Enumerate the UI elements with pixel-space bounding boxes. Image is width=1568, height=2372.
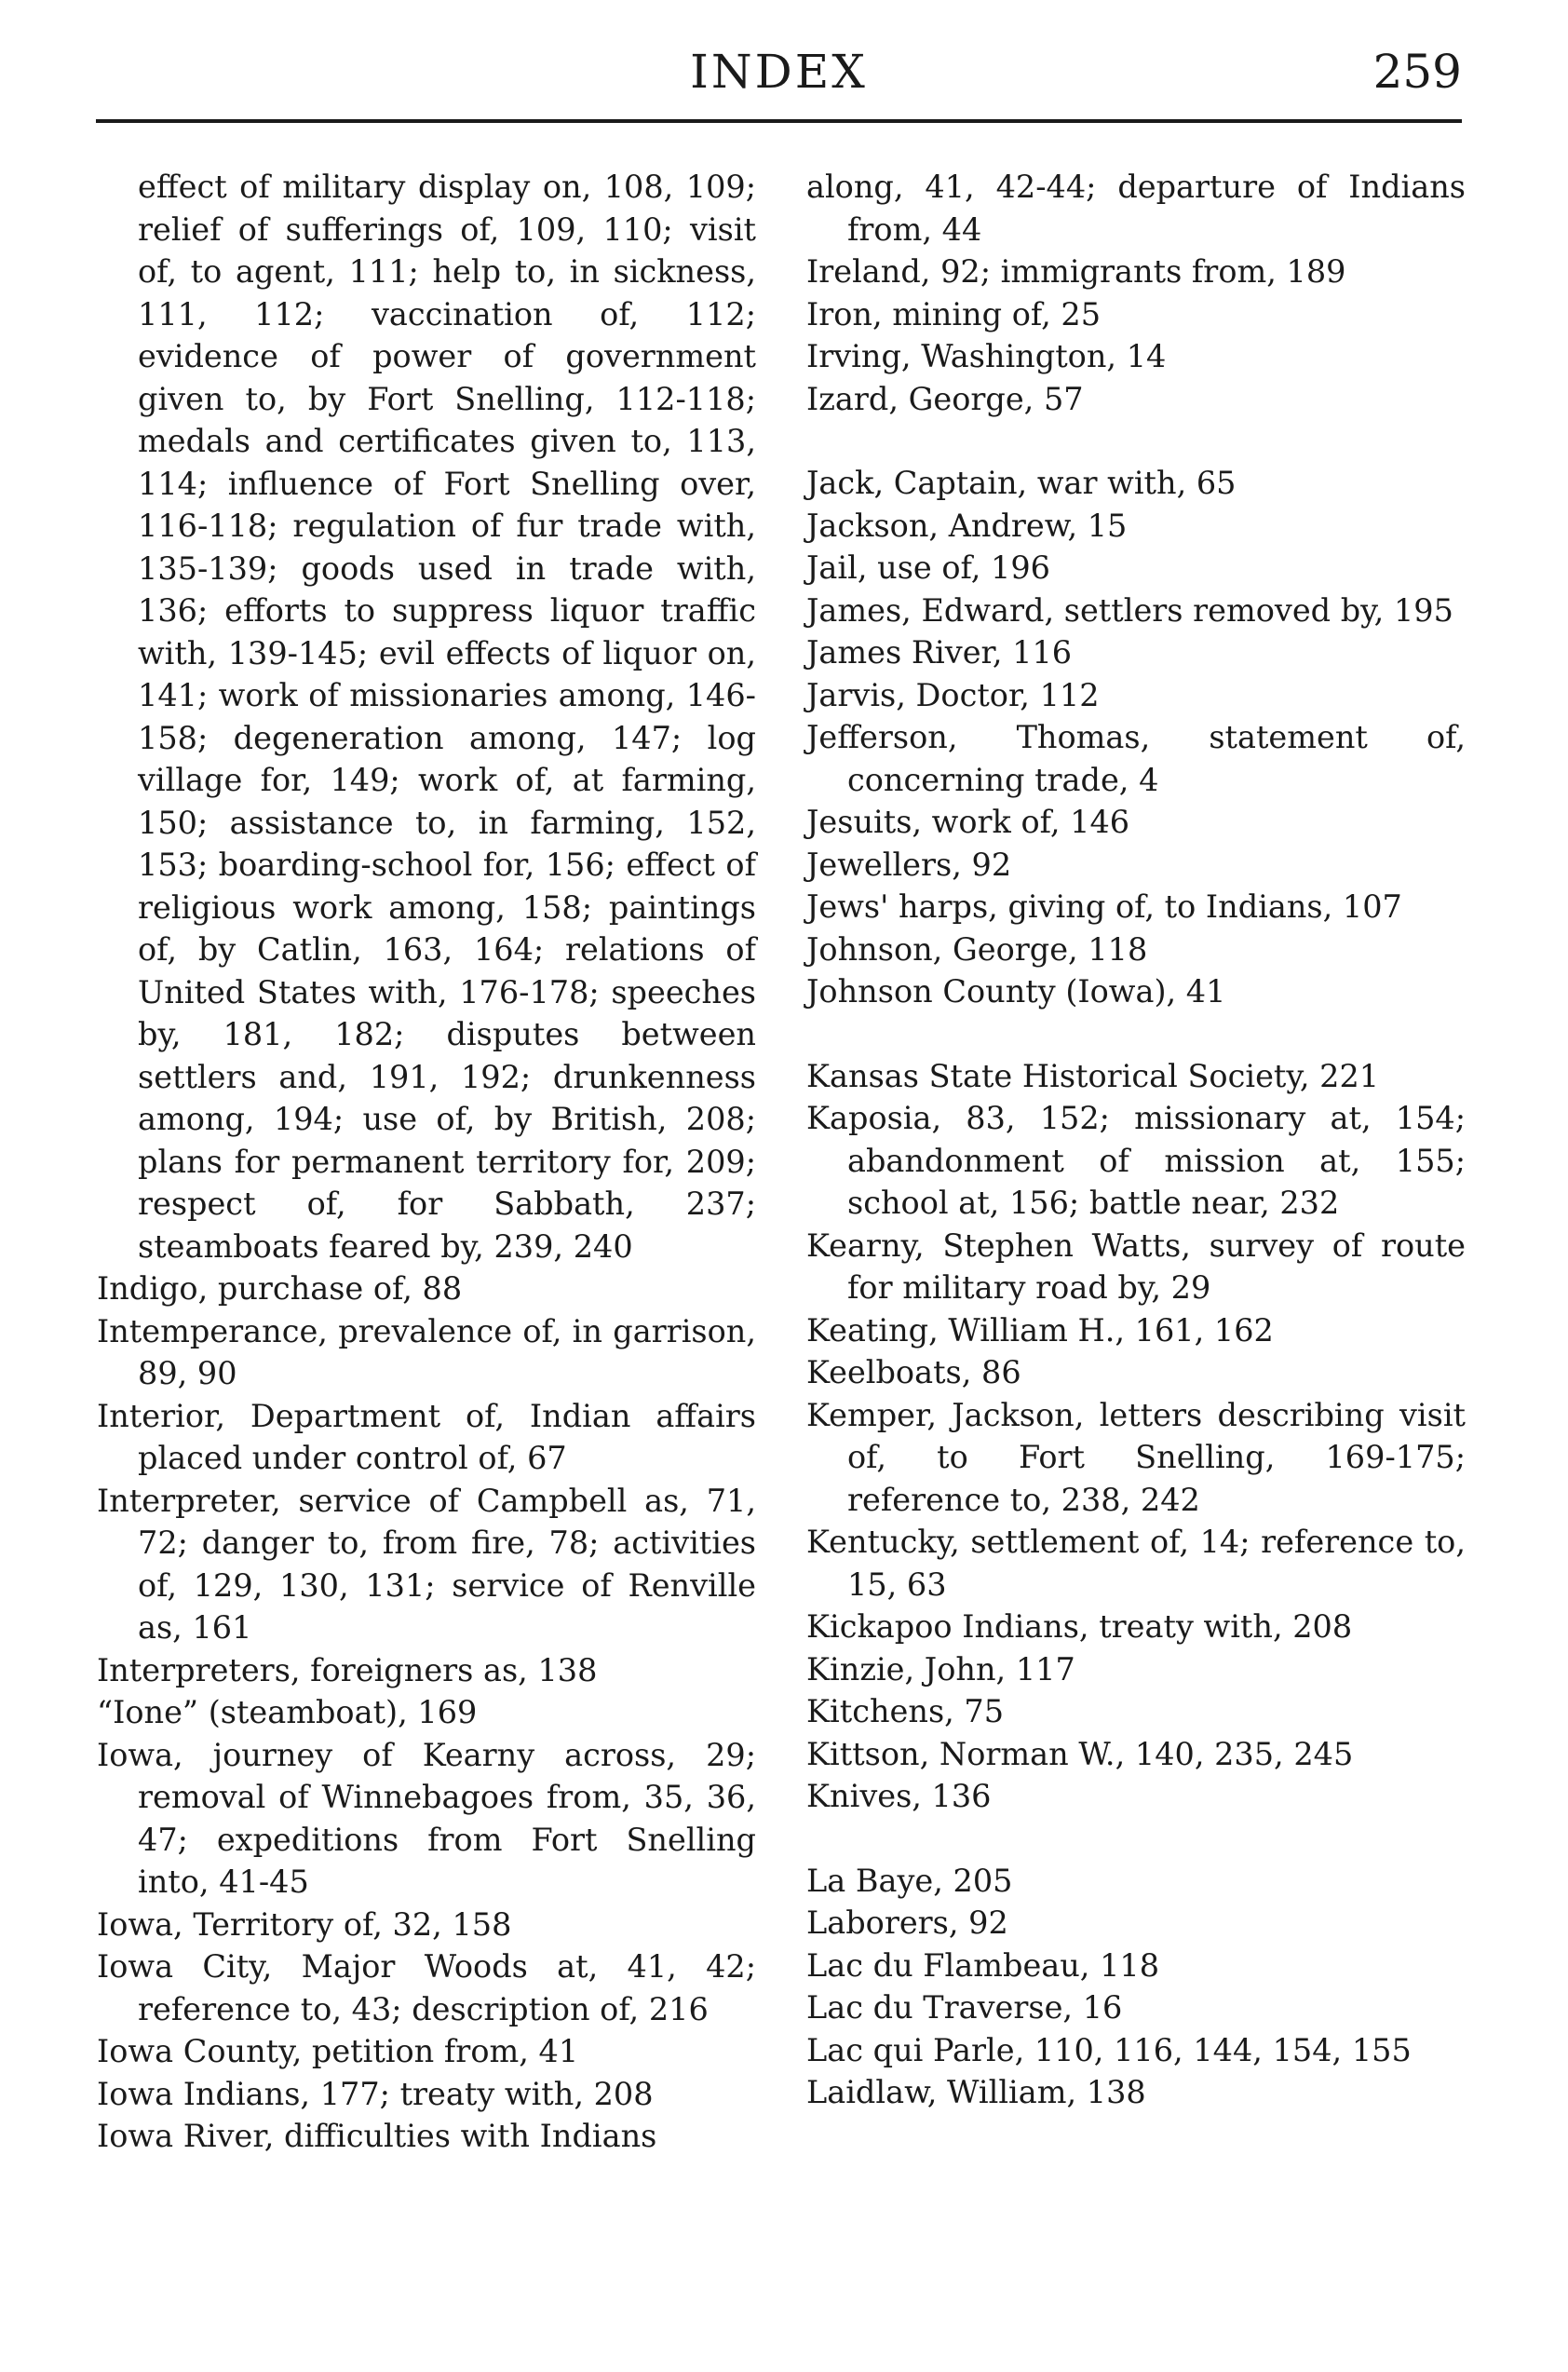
- index-entry: Irving, Washington, 14: [806, 338, 1167, 374]
- index-entry: Lac du Flambeau, 118: [806, 1946, 1160, 1984]
- index-entry: Kemper, Jackson, letters describing visit of, to Fort Snelling, 169-175; reference to, 238, 242: [806, 1396, 1466, 1518]
- index-entry: Johnson, George, 118: [806, 930, 1148, 968]
- index-entry: Knives, 136: [806, 1778, 992, 1814]
- index-entry: Iron, mining of, 25: [806, 295, 1102, 332]
- index-entry: Intemperance, prevalence of, in garrison, 89, 90: [97, 1312, 756, 1391]
- index-entry: Jarvis, Doctor, 112: [806, 676, 1100, 713]
- index-entry: James River, 116: [806, 634, 1073, 671]
- index-entry: Kansas State Historical Society, 221: [806, 1057, 1380, 1094]
- page-title: INDEX: [690, 45, 868, 99]
- index-entry: Jefferson, Thomas, statement of, concerning trade, 4: [806, 719, 1466, 798]
- index-entry: Iowa, journey of Kearny across, 29; removal of Winnebagoes from, 35, 36, 47; expeditions from Fort Snelling into, 41-45: [97, 1736, 756, 1900]
- index-entry: Lac du Traverse, 16: [806, 1989, 1123, 2026]
- page-header: [96, 37, 1462, 121]
- index-entry: La Baye, 205: [806, 1862, 1013, 1899]
- index-entry: Johnson County (Iowa), 41: [806, 973, 1226, 1010]
- index-entry: Iowa, Territory of, 32, 158: [97, 1905, 512, 1943]
- index-entry: Jewellers, 92: [806, 846, 1012, 883]
- index-entry: Interior, Department of, Indian affairs placed under control of, 67: [97, 1397, 756, 1476]
- index-entry: Indigo, purchase of, 88: [97, 1270, 463, 1307]
- index-entry: Kearny, Stephen Watts, survey of route for military road by, 29: [806, 1227, 1466, 1306]
- index-entry: Laborers, 92: [806, 1904, 1008, 1941]
- index-entry: Kitchens, 75: [806, 1693, 1005, 1729]
- index-entry: Jack, Captain, war with, 65: [806, 465, 1237, 501]
- index-entry: Ireland, 92; immigrants from, 189: [806, 253, 1346, 290]
- index-entry: Jackson, Andrew, 15: [806, 507, 1128, 544]
- index-entry: Izard, George, 57: [806, 380, 1084, 417]
- index-entry: Iowa County, petition from, 41: [97, 2033, 579, 2069]
- index-entry: Jesuits, work of, 146: [806, 804, 1130, 840]
- index-entry: along, 41, 42-44; departure of Indians from, 44: [806, 169, 1466, 248]
- index-entry: Kaposia, 83, 152; missionary at, 154; abandonment of mission at, 155; school at, 156; battle near, 232: [806, 1100, 1466, 1221]
- page-number: 259: [1372, 45, 1462, 99]
- index-entry: Lac qui Parle, 110, 116, 144, 154, 155: [806, 2031, 1412, 2068]
- index-entry: Kickapoo Indians, treaty with, 208: [806, 1608, 1353, 1645]
- index-entry: Interpreters, foreigners as, 138: [97, 1651, 598, 1688]
- index-entry: effect of military display on, 108, 109; relief of sufferings of, 109, 110; visit of, to agent, 111; help to, in sickness, 111, 112; vaccination of, 112; evidence of power of government given to, by Fort Snelling, 112-118; medals and certificates given to, 113, 114; influence of Fort Snelling over, 116-118; regulation of fur trade with, 135-139; goods used in trade with, 136; efforts to suppress liquor traffic with, 139-145; evil effects of liquor on, 141; work of missionaries among, 146-158; degeneration among, 147; log village for, 149; work of, at farming, 150; assistance to, in farming, 152, 153; boarding-school for, 156; effect of religious work among, 158; paintings of, by Catlin, 163, 164; relations of United States with, 176-178; speeches by, 181, 182; disputes between settlers and, 191, 192; drunkenness among, 194; use of, by British, 208; plans for permanent territory for, 209; respect of, for Sabbath, 237; steamboats feared by, 239, 240: [138, 169, 756, 1265]
- index-entry: Keelboats, 86: [806, 1354, 1021, 1390]
- index-entry: Kentucky, settlement of, 14; reference to, 15, 63: [806, 1524, 1466, 1603]
- index-entry: James, Edward, settlers removed by, 195: [806, 591, 1453, 629]
- index-entry: Iowa River, difficulties with Indians: [97, 2118, 657, 2154]
- index-entry: Interpreter, service of Campbell as, 71, 72; danger to, from fire, 78; activities of, 129, 130, 131; service of Renville as, 161: [97, 1482, 756, 1646]
- index-column-right: [806, 166, 1466, 2114]
- index-entry: Iowa City, Major Woods at, 41, 42; reference to, 43; description of, 216: [97, 1948, 756, 2027]
- index-entry: Kinzie, John, 117: [806, 1650, 1075, 1688]
- index-entry: Iowa Indians, 177; treaty with, 208: [97, 2075, 654, 2112]
- index-entry: Jews' harps, giving of, to Indians, 107: [806, 888, 1402, 925]
- index-column-left: [97, 166, 756, 2158]
- header-rule: [96, 119, 1462, 123]
- index-entry: Jail, use of, 196: [806, 549, 1050, 586]
- index-entry: Keating, William H., 161, 162: [806, 1311, 1274, 1349]
- index-entry: “Ione” (steamboat), 169: [97, 1694, 478, 1730]
- index-entry: Laidlaw, William, 138: [806, 2074, 1146, 2110]
- index-entry: Kittson, Norman W., 140, 235, 245: [806, 1735, 1354, 1772]
